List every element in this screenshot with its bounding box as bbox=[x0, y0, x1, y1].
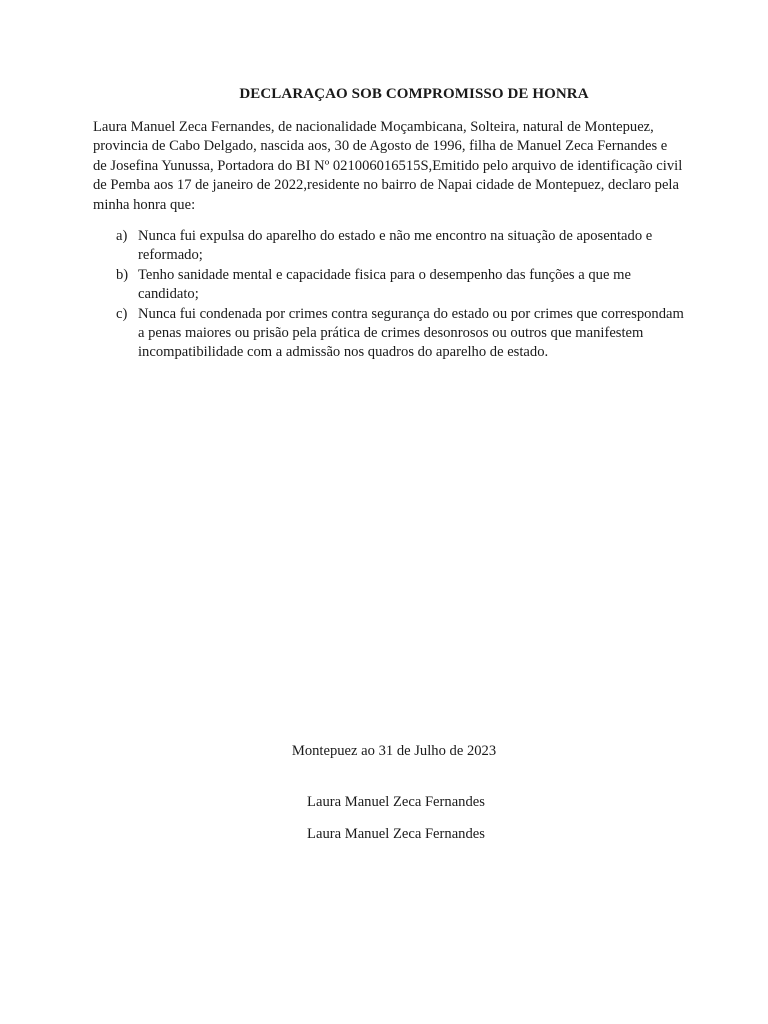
list-item-text: Nunca fui expulsa do aparelho do estado e não me encontro na situação de aposentado e reformado; bbox=[138, 228, 653, 264]
signature-name-repeat: Laura Manuel Zeca Fernandes bbox=[307, 826, 485, 842]
list-item-text: Tenho sanidade mental e capacidade fisica para o desempenho das funções a que me candidato; bbox=[138, 266, 631, 303]
list-item-text: Nunca fui condenada por crimes contra segurança do estado ou por crimes que correspondam a penas maiores ou prisão pela prática de crimes desonrosos ou outros que manifestem incompatibilidade com a admissão nos quadros do aparelho de estado. bbox=[138, 305, 684, 361]
list-marker: a) bbox=[116, 228, 128, 244]
signature-name: Laura Manuel Zeca Fernandes bbox=[307, 794, 485, 810]
list-item-c bbox=[93, 305, 693, 363]
declaration-list bbox=[93, 227, 693, 363]
place-and-date: Montepuez ao 31 de Julho de 2023 bbox=[291, 743, 497, 759]
list-marker: b) bbox=[116, 266, 129, 283]
list-item-b bbox=[93, 266, 693, 305]
list-marker: c) bbox=[116, 305, 128, 322]
declaration-paragraph: Laura Manuel Zeca Fernandes, de nacionalidade Moçambicana, Solteira, natural de Montepuez, provincia de Cabo Delgado, nascida aos, 30 de Agosto de 1996, filha de Manuel Zeca Fernandes e de Josefina Yunussa, Portadora do BI Nº 021006016515S,Emitido pelo arquivo de identificação civil de Pemba aos 17 de janeiro de 2022,residente no bairro de Napai cidade de Montepuez, declaro pela minha honra que: bbox=[93, 119, 683, 213]
list-item-a bbox=[93, 227, 693, 266]
document-title: DECLARAÇAO SOB COMPROMISSO DE HONRA bbox=[239, 86, 589, 102]
